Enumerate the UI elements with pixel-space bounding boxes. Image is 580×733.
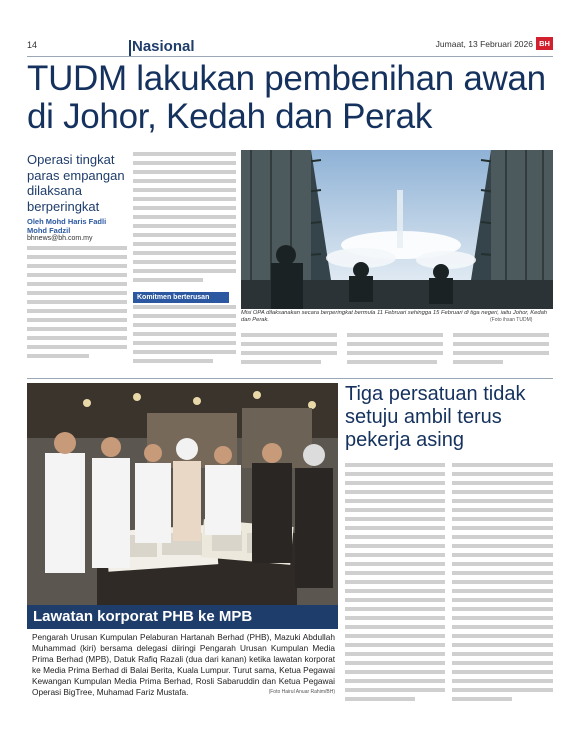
page-number: 14 — [27, 40, 38, 50]
photo-feature-credit: (Foto Hairul Anuar Rahim/BH) — [268, 689, 335, 695]
story2-body — [345, 461, 553, 703]
story1-deck: Operasi tingkat paras empangan dilaksana berperingkat — [27, 152, 125, 214]
section-divider — [27, 378, 553, 379]
section-label: Nasional — [132, 38, 195, 55]
photo-feature-caption: Pengarah Urusan Kumpulan Pelaburan Hartanah Berhad (PHB), Mazuki Abdullah Muhammad (kiri) bersama delegasi diiringi Pengarah Urusan Kumpulan Media Prima Berhad (MPB), Datuk Rafiq Razali (dua dari kanan) ketika lawatan korporat ke Media Prima Berhad di Balai Berita, Kuala Lumpur. Turut sama, Ketua Pegawai Kewangan Kumpulan Media Prima Berhad, Rosli Sabaruddin dan Ketua Pegawai Operasi BigTree, Muhamad Fariz Mustafa. — [32, 632, 335, 697]
corporate-visit-image — [27, 383, 338, 605]
story2-headline: Tiga persatuan tidak setuju ambil terus pekerja asing — [345, 383, 526, 451]
story1-email: bhnews@bh.com.my — [27, 235, 93, 242]
photo-feature-title: Lawatan korporat PHB ke MPB — [33, 608, 253, 625]
story1-body-col1 — [27, 244, 127, 368]
cloud-seeding-aircraft-image — [241, 150, 553, 309]
story1-body-col2-top — [133, 150, 236, 291]
issue-date: Jumaat, 13 Februari 2026 — [435, 39, 533, 49]
story1-body-col2-bottom — [133, 303, 236, 368]
bh-logo: BH — [536, 37, 553, 50]
story1-byline: Oleh Mohd Haris Fadli Mohd Fadzil — [27, 217, 107, 235]
header-rule — [27, 56, 553, 57]
story1-photo-credit: (Foto ihsan TUDM) — [490, 317, 533, 323]
story1-headline: TUDM lakukan pembenihan awan di Johor, Kedah dan Perak — [27, 59, 546, 136]
story1-body-cols-3-5 — [241, 331, 551, 368]
story1-photo — [241, 150, 553, 309]
story1-photo-caption: Misi OPA dilaksanakan secara berperingkat bermula 11 Februari sehingga 15 Februari di tiga negeri, iaitu Johor, Kedah dan Perak. — [241, 310, 548, 323]
story1-subhead: Komitmen berterusan — [133, 292, 229, 303]
section-bar — [129, 40, 131, 56]
photo-feature-image — [27, 383, 338, 605]
